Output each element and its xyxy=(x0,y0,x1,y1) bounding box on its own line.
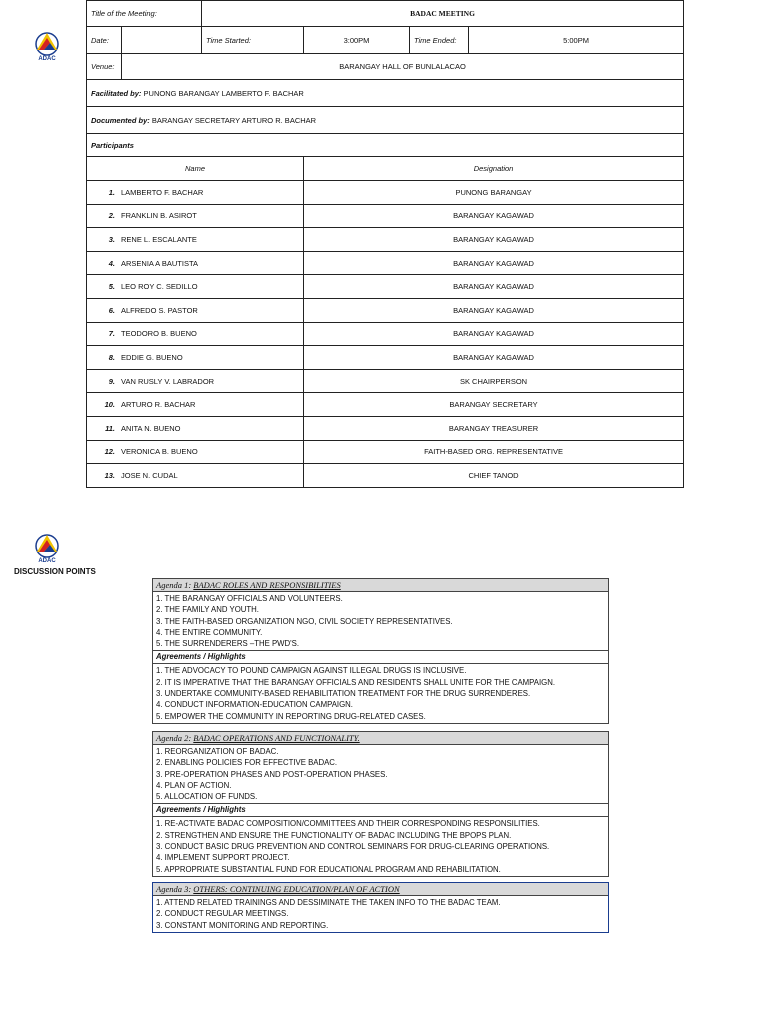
agenda-list-item: 4. CONDUCT INFORMATION-EDUCATION CAMPAIGN. xyxy=(156,700,353,710)
agenda-3-heading xyxy=(153,883,608,896)
participant-row xyxy=(87,440,684,464)
agenda-1-agreements-label: Agreements / Highlights xyxy=(153,650,608,664)
agenda-3-items xyxy=(153,896,608,932)
participant-number: 2. xyxy=(108,211,115,221)
participant-name-cell xyxy=(87,440,304,464)
participant-row xyxy=(87,298,684,322)
agenda-list-item: 5. THE SURRENDERERS –THE PWD'S. xyxy=(156,639,300,649)
participant-designation: BARANGAY KAGAWAD xyxy=(304,204,684,228)
agenda-list-item: 1. THE ADVOCACY TO POUND CAMPAIGN AGAINST ILLEGAL DRUGS IS INCLUSIVE. xyxy=(156,666,467,676)
logo-caption: ADAC xyxy=(38,558,56,564)
participant-name: TEODORO B. BUENO xyxy=(121,329,197,339)
documented-label: Documented by: xyxy=(91,115,150,125)
participant-row xyxy=(87,322,684,346)
date-label: Date: xyxy=(87,27,122,54)
agenda-1-prefix: Agenda 1: xyxy=(156,580,192,590)
agenda-2-prefix: Agenda 2: xyxy=(156,733,192,743)
participant-designation: PUNONG BARANGAY xyxy=(304,181,684,205)
agenda-list-item: 2. IT IS IMPERATIVE THAT THE BARANGAY OFFICIALS AND RESIDENTS SHALL UNITE FOR THE CAMPAIGN. xyxy=(156,677,556,687)
participant-name: JOSE N. CUDAL xyxy=(121,470,178,480)
agenda-list-item: 3. UNDERTAKE COMMUNITY-BASED REHABILITATION TREATMENT FOR THE DRUG SURRENDERES. xyxy=(156,689,531,699)
participant-designation: BARANGAY KAGAWAD xyxy=(304,275,684,299)
participant-name: ANITA N. BUENO xyxy=(121,423,181,433)
agenda-1-heading xyxy=(153,579,608,592)
agenda-2-items xyxy=(153,745,608,803)
agenda-list-item: 2. ENABLING POLICIES FOR EFFECTIVE BADAC. xyxy=(156,758,338,768)
participant-name: EDDIE G. BUENO xyxy=(121,352,183,362)
discussion-points-title: DISCUSSION POINTS xyxy=(14,567,96,576)
agenda-1-items xyxy=(153,592,608,650)
documented-row xyxy=(87,107,684,134)
date-value xyxy=(122,27,202,54)
agenda-2-heading xyxy=(153,732,608,745)
agenda-list-item: 5. ALLOCATION OF FUNDS. xyxy=(156,792,258,802)
participant-name-cell xyxy=(87,298,304,322)
agenda-list-item: 3. CONSTANT MONITORING AND REPORTING. xyxy=(156,920,329,930)
venue-label: Venue: xyxy=(87,54,122,80)
agenda-2-title: BADAC OPERATIONS AND FUNCTIONALITY. xyxy=(193,733,360,743)
agenda-list-item: 1. ATTEND RELATED TRAININGS AND DESSIMINATE THE TAKEN INFO TO THE BADAC TEAM. xyxy=(156,898,501,907)
participant-name-cell xyxy=(87,369,304,393)
participant-number: 1. xyxy=(108,187,115,197)
agenda-list-item: 1. REORGANIZATION OF BADAC. xyxy=(156,747,279,756)
agenda-3-prefix: Agenda 3: xyxy=(156,884,192,894)
meeting-title: BADAC MEETING xyxy=(202,1,684,27)
participant-designation: BARANGAY KAGAWAD xyxy=(304,228,684,252)
title-label: Title of the Meeting: xyxy=(87,1,202,27)
participant-name-cell xyxy=(87,251,304,275)
agenda-1-title: BADAC ROLES AND RESPONSIBILITIES xyxy=(193,580,341,590)
agenda-list-item: 4. IMPLEMENT SUPPORT PROJECT. xyxy=(156,853,290,863)
agenda-list-item: 3. PRE-OPERATION PHASES AND POST-OPERATION PHASES. xyxy=(156,769,388,779)
time-ended-value: 5:00PM xyxy=(469,27,684,54)
participant-designation: FAITH-BASED ORG. REPRESENTATIVE xyxy=(304,440,684,464)
adac-logo xyxy=(30,30,64,60)
agenda-3 xyxy=(152,882,609,933)
venue-value: BARANGAY HALL OF BUNLALACAO xyxy=(122,54,684,80)
agenda-3-title: OTHERS: CONTINUING EDUCATION/PLAN OF ACTION xyxy=(193,884,400,894)
participant-row xyxy=(87,251,684,275)
participant-row xyxy=(87,464,684,488)
designation-column-header: Designation xyxy=(304,157,684,181)
participant-row xyxy=(87,275,684,299)
name-column-header: Name xyxy=(87,157,304,181)
time-started-value: 3:00PM xyxy=(304,27,410,54)
meeting-info-table xyxy=(86,0,684,488)
participant-number: 13. xyxy=(104,470,115,480)
logo-caption: ADAC xyxy=(38,56,56,62)
participant-name: FRANKLIN B. ASIROT xyxy=(121,211,197,221)
participant-name-cell xyxy=(87,204,304,228)
participant-number: 4. xyxy=(108,258,115,268)
participant-name-cell xyxy=(87,393,304,417)
participant-designation: BARANGAY KAGAWAD xyxy=(304,298,684,322)
agenda-list-item: 5. EMPOWER THE COMMUNITY IN REPORTING DRUG-RELATED CASES. xyxy=(156,711,426,721)
participant-number: 11. xyxy=(105,423,115,433)
participant-name: ARTURO R. BACHAR xyxy=(121,400,196,410)
adac-emblem-icon xyxy=(30,30,64,56)
agenda-list-item: 2. STRENGTHEN AND ENSURE THE FUNCTIONALITY OF BADAC INCLUDING THE BPOPS PLAN. xyxy=(156,830,512,840)
participant-name-cell xyxy=(87,464,304,488)
participants-list xyxy=(87,181,684,488)
participant-designation: BARANGAY KAGAWAD xyxy=(304,322,684,346)
participant-designation: BARANGAY KAGAWAD xyxy=(304,251,684,275)
facilitated-value: PUNONG BARANGAY LAMBERTO F. BACHAR xyxy=(143,88,304,98)
participant-name: VERONICA B. BUENO xyxy=(121,447,198,457)
participant-name: LAMBERTO F. BACHAR xyxy=(121,187,204,197)
agenda-list-item: 1. RE-ACTIVATE BADAC COMPOSITION/COMMITTEES AND THEIR CORRESPONDING RESPONSILITIES. xyxy=(156,819,540,829)
participant-row xyxy=(87,181,684,205)
agenda-list-item: 4. THE ENTIRE COMMUNITY. xyxy=(156,627,263,637)
agenda-list-item: 2. CONDUCT REGULAR MEETINGS. xyxy=(156,909,289,919)
participant-name: VAN RUSLY V. LABRADOR xyxy=(121,376,215,386)
participant-name-cell xyxy=(87,346,304,370)
participant-number: 5. xyxy=(108,282,115,292)
participant-number: 6. xyxy=(108,305,115,315)
participant-number: 10. xyxy=(104,400,115,410)
participant-name: LEO ROY C. SEDILLO xyxy=(121,282,198,292)
time-ended-label: Time Ended: xyxy=(410,27,469,54)
agenda-list-item: 3. THE FAITH-BASED ORGANIZATION NGO, CIVIL SOCIETY REPRESENTATIVES. xyxy=(156,616,453,626)
participant-designation: SK CHAIRPERSON xyxy=(304,369,684,393)
participant-row xyxy=(87,204,684,228)
facilitated-label: Facilitated by: xyxy=(91,88,142,98)
facilitated-row xyxy=(87,80,684,107)
agenda-2 xyxy=(152,731,609,877)
participant-name-cell xyxy=(87,416,304,440)
participant-designation: CHIEF TANOD xyxy=(304,464,684,488)
participant-number: 3. xyxy=(108,234,115,244)
time-started-label: Time Started: xyxy=(202,27,304,54)
agenda-2-agreements xyxy=(153,817,608,875)
participant-row xyxy=(87,346,684,370)
agenda-list-item: 2. THE FAMILY AND YOUTH. xyxy=(156,605,259,615)
agenda-1-agreements xyxy=(153,664,608,722)
participant-row xyxy=(87,393,684,417)
participant-designation: BARANGAY KAGAWAD xyxy=(304,346,684,370)
agenda-list-item: 5. APPROPRIATE SUBSTANTIAL FUND FOR EDUCATIONAL PROGRAM AND REHABILITATION. xyxy=(156,864,501,874)
participants-label: Participants xyxy=(87,134,684,157)
participant-name-cell xyxy=(87,322,304,346)
participant-row xyxy=(87,369,684,393)
agenda-list-item: 3. CONDUCT BASIC DRUG PREVENTION AND CONTROL SEMINARS FOR DRUG-CLEARING OPERATIONS. xyxy=(156,842,550,852)
participant-name-cell xyxy=(87,228,304,252)
agenda-list-item: 1. THE BARANGAY OFFICIALS AND VOLUNTEERS. xyxy=(156,594,343,603)
participant-number: 8. xyxy=(108,352,115,362)
participant-designation: BARANGAY TREASURER xyxy=(304,416,684,440)
participant-name: ALFREDO S. PASTOR xyxy=(121,305,198,315)
participant-name: RENE L. ESCALANTE xyxy=(121,234,197,244)
documented-value: BARANGAY SECRETARY ARTURO R. BACHAR xyxy=(151,115,317,125)
participant-name-cell xyxy=(87,275,304,299)
agenda-2-agreements-label: Agreements / Highlights xyxy=(153,803,608,817)
participant-number: 12. xyxy=(104,447,115,457)
participant-name-cell xyxy=(87,181,304,205)
participant-row xyxy=(87,228,684,252)
agenda-1 xyxy=(152,578,609,724)
adac-emblem-icon xyxy=(30,532,64,558)
participant-designation: BARANGAY SECRETARY xyxy=(304,393,684,417)
participant-name: ARSENIA A BAUTISTA xyxy=(121,258,198,268)
participant-number: 9. xyxy=(108,376,115,386)
agenda-list-item: 4. PLAN OF ACTION. xyxy=(156,780,232,790)
adac-logo xyxy=(30,532,64,562)
participant-row xyxy=(87,416,684,440)
participant-number: 7. xyxy=(108,329,115,339)
